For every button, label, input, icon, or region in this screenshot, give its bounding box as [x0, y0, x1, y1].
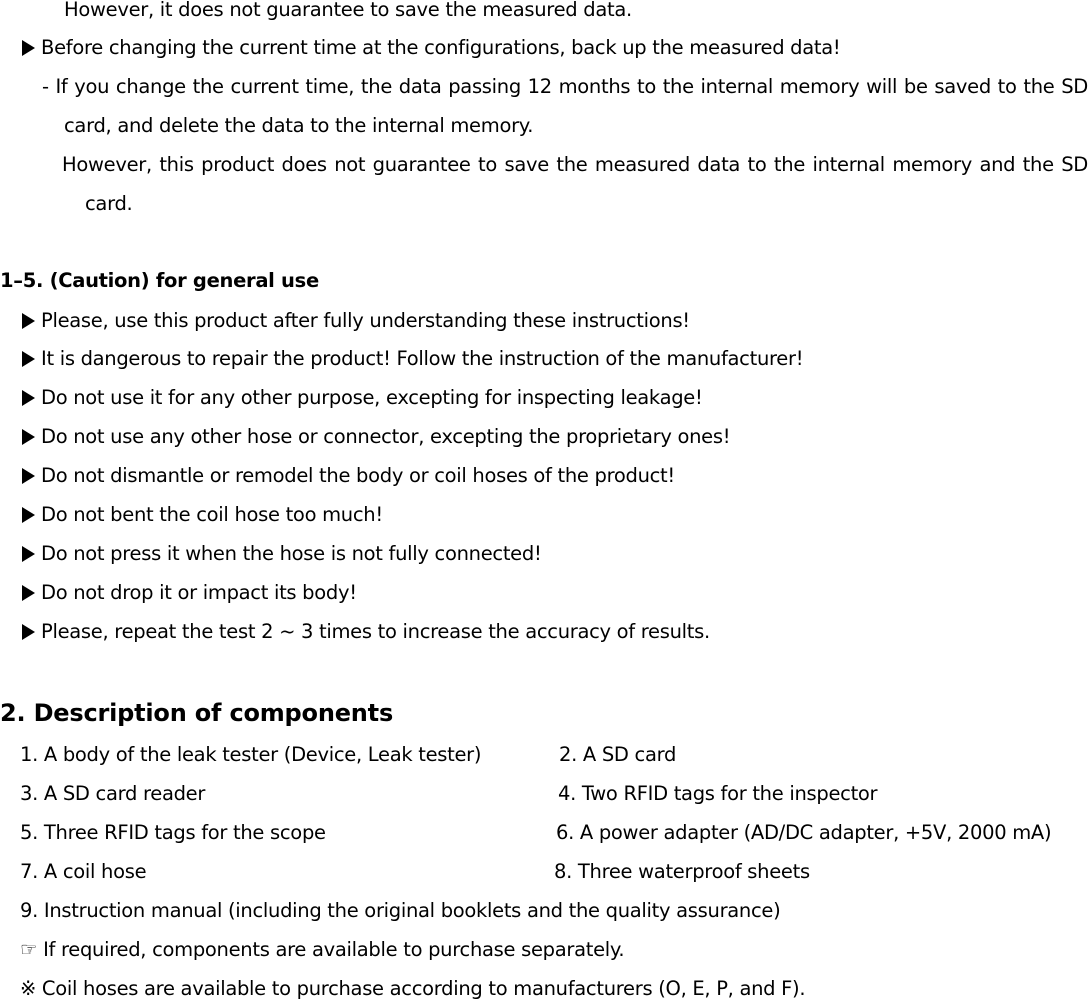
component-item-9: 9. Instruction manual (including the original booklets and the quality assurance) — [20, 899, 781, 922]
caution-item — [22, 463, 675, 489]
component-item: 8. Three waterproof sheets — [554, 860, 810, 883]
triangle-bullet-icon — [22, 624, 35, 640]
triangle-bullet-icon — [22, 507, 35, 523]
component-item: 1. A body of the leak tester (Device, Leak tester) — [20, 743, 482, 766]
triangle-bullet-icon — [22, 429, 35, 445]
caution-item — [22, 308, 690, 334]
component-item: 2. A SD card — [559, 743, 677, 766]
caution-item — [22, 346, 803, 372]
caution-heading: 1–5. (Caution) for general use — [0, 269, 319, 292]
triangle-bullet-icon — [22, 40, 35, 56]
triangle-bullet-icon — [22, 585, 35, 601]
components-heading: 2. Description of components — [0, 699, 394, 727]
component-item: 6. A power adapter (AD/DC adapter, +5V, 2000 mA) — [556, 821, 1052, 844]
caution-item — [22, 580, 357, 606]
component-item: 7. A coil hose — [20, 860, 147, 883]
caution-item-text: It is dangerous to repair the product! Follow the instruction of the manufacturer! — [41, 347, 804, 370]
component-item: 3. A SD card reader — [20, 782, 206, 805]
component-item: 5. Three RFID tags for the scope — [20, 821, 326, 844]
caution-item-text: Do not bent the coil hose too much! — [41, 503, 383, 526]
triangle-bullet-icon — [22, 468, 35, 484]
dash-line-1: - If you change the current time, the data passing 12 months to the internal memory will be saved to the SD — [42, 75, 1088, 98]
caution-item — [22, 424, 730, 450]
dash-line-2: card, and delete the data to the internal memory. — [64, 114, 534, 137]
caution-item-text: Do not use it for any other purpose, excepting for inspecting leakage! — [41, 386, 703, 409]
caution-item-text: Do not use any other hose or connector, excepting the proprietary ones! — [41, 425, 731, 448]
bullet-text: Before changing the current time at the configurations, back up the measured data! — [41, 36, 841, 59]
note-coil-hoses: ※ Coil hoses are available to purchase according to manufacturers (O, E, P, and F). — [20, 977, 806, 1000]
caution-item-text: Do not drop it or impact its body! — [41, 581, 357, 604]
intro-line: However, it does not guarantee to save the measured data. — [64, 0, 632, 21]
caution-item — [22, 385, 703, 411]
caution-item-text: Please, repeat the test 2 ~ 3 times to increase the accuracy of results. — [41, 620, 710, 643]
triangle-bullet-icon — [22, 390, 35, 406]
caution-item — [22, 502, 383, 528]
however-line-2: card. — [85, 192, 133, 215]
bullet-backup — [22, 35, 840, 61]
triangle-bullet-icon — [22, 546, 35, 562]
caution-item — [22, 541, 541, 567]
caution-item-text: Do not dismantle or remodel the body or coil hoses of the product! — [41, 464, 675, 487]
note-purchase: ☞ If required, components are available to purchase separately. — [20, 938, 625, 961]
however-line-1: However, this product does not guarantee to save the measured data to the internal memory and the SD — [62, 153, 1088, 176]
component-item: 4. Two RFID tags for the inspector — [558, 782, 878, 805]
caution-item-text: Please, use this product after fully understanding these instructions! — [41, 309, 690, 332]
triangle-bullet-icon — [22, 313, 35, 329]
triangle-bullet-icon — [22, 351, 35, 367]
caution-item-text: Do not press it when the hose is not fully connected! — [41, 542, 542, 565]
caution-item — [22, 619, 710, 645]
